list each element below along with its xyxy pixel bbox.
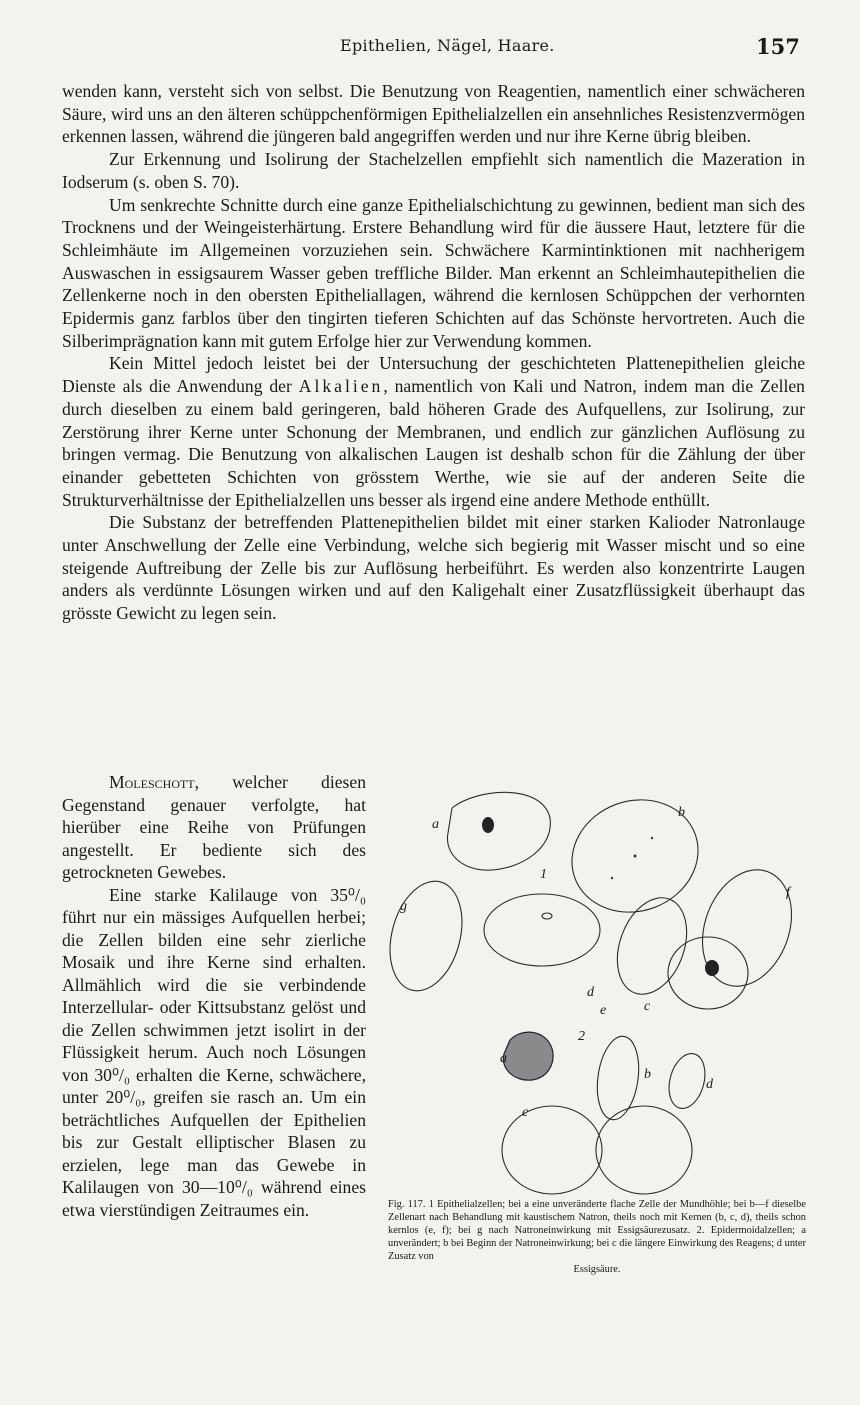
nucleus-a — [482, 817, 494, 833]
cell-a — [447, 792, 550, 870]
label-e1: e — [600, 1003, 607, 1018]
paragraph: Um senkrechte Schnitte durch eine ganze Epithelialschichtung zu gewinnen, bedient man sich des Trocknens und der Weingeisterhärtung. Erstere Behandlung wird für die äussere Haut, letztere für die Schleimhäute im Allgemeinen vorzuziehen sein. Schwächere Karmintinktionen mit nachherigem Auswaschen in essigsaurem Wasser geben treffliche Bilder. Man erkennt an Schleimhautepithelien die Zellenkerne noch in den obersten Epitheliallagen, während die kernlosen Schüppchen der verhornten Epidermis ganz farblos über den tingirten tieferen Schichten auf das Schönste hervortreten. Auch die Silberimprägnation kann mit gutem Erfolge hier zur Verwendung kommen. — [62, 194, 805, 351]
cell-g — [382, 873, 473, 999]
paragraph — [62, 352, 805, 511]
nucleus-c — [705, 960, 719, 976]
label-b2: b — [644, 1067, 651, 1082]
epidermal-cell-a — [503, 1032, 553, 1080]
epidermal-cell-c-1 — [502, 1106, 602, 1194]
epidermal-cell-d — [663, 1050, 710, 1113]
running-title: Epithelien, Nägel, Haare. — [340, 36, 555, 55]
page-number: 157 — [756, 34, 800, 59]
epidermal-cell-b — [592, 1034, 643, 1123]
label-c2: c — [522, 1105, 529, 1120]
cell-f — [687, 857, 807, 998]
paragraph: Die Substanz der betreffenden Plattenepithelien bildet mit einer starken Kalioder Natronlauge unter Anschwellung der Zelle eine Verbindung, welche sich begierig mit Wasser mischt und so eine steigende Auftreibung der Zelle bis zur Auflösung herbeiführt. Es werden also konzentrirte Laugen anders als verdünnte Lösungen wirken und auf den Kaligehalt einer Zusatzflüssigkeit überhaupt das grösste Gewicht zu legen sein. — [62, 512, 805, 624]
label-a2: a — [500, 1051, 507, 1066]
main-text — [62, 80, 805, 625]
label-g1: g — [400, 899, 407, 914]
label-b1: b — [678, 805, 685, 820]
label-a1: a — [432, 817, 439, 832]
running-header — [0, 36, 860, 60]
paragraph-text: , welcher diesen Gegenstand genauer verfolgte, hat hierüber eine Reihe von Prüfungen angestellt. Er bediente sich des getrockneten Gewebes. — [62, 772, 366, 882]
cell-e — [605, 888, 699, 1004]
paragraph: wenden kann, versteht sich von selbst. Die Benutzung von Reagentien, namentlich einer schwächeren Säure, wird uns an den älteren schüppchenförmigen Epithelialzellen ein ansehnliches Resistenzvermögen erkennen lassen, während die jüngeren bald angegriffen werden und nur ihre Kerne übrig bleiben. — [62, 81, 805, 147]
paragraph: Eine starke Kalilauge von 35⁰/₀ führt nur ein mässiges Aufquellen herbei; die Zellen bilden eine sehr zierliche Mosaik und ihre Kerne sind erhalten. Allmählich wird die sie verbindende Interzellular- oder Kittsubstanz gelöst und die Zellen schwimmen jetzt isolirt in der Flüssigkeit herum. Auch noch Lösungen von 30⁰/₀ erhalten die Kerne, schwächere, unter 20⁰/₀, greifen sie rasch an. Um ein beträchtliches Aufquellen der Epithelien bis zur Gestalt elliptischer Blasen zu erzielen, lege man das Gewebe in Kalilaugen von 30—10⁰/₀ während eines etwa vierstündigen Zeitraumes ein. — [62, 884, 366, 1220]
label-d2: d — [706, 1077, 713, 1092]
caption-text: Fig. 117. 1 Epithelialzellen; bei a eine unveränderte flache Zelle der Mundhöhle; bei b—f dieselbe Zellenart nach Behandlung mit kaustischem Natron, theils noch mit Kernen (b, c, d), theils schon kernlos (e, f); bei g nach Natroneinwirkung mit Essigsäurezusatz. 2. Epidermoidalzellen; a unverändert; b bei Beginn der Natroneinwirkung; bei c die längere Einwirkung des Reagens; d unter Zusatz von — [388, 1199, 806, 1263]
emphasis-alkalien: Alkalien — [298, 376, 384, 397]
figure-117 — [382, 778, 810, 1198]
epidermal-cell-c-2 — [596, 1106, 692, 1194]
narrow-column-text — [62, 771, 366, 1221]
label-d1: d — [587, 985, 594, 1000]
label-1: 1 — [540, 867, 547, 882]
label-2: 2 — [578, 1029, 585, 1044]
nucleus-d — [542, 913, 552, 919]
paragraph: Zur Erkennung und Isolirung der Stachelzellen empfiehlt sich namentlich die Mazeration in Iodserum (s. oben S. 70). — [62, 149, 805, 192]
paragraph-text: Kein Mittel jedoch leistet bei der Untersuchung der geschichteten Plattenepithelien gleiche Dienste als die Anwendung der — [62, 353, 805, 397]
label-c1: c — [644, 999, 651, 1014]
label-f1: f — [786, 885, 790, 900]
cell-illustration — [382, 778, 810, 1198]
author-name: Moleschott — [109, 772, 195, 792]
paragraph — [62, 771, 366, 884]
paragraph-text: , namentlich von Kali und Natron, indem man die Zellen durch dieselben zu einem bald geringeren, bald höheren Grade des Aufquellens, zur Isolirung, zur Zerstörung ihrer Kerne unter Schonung der Membranen, und endlich zur gänzlichen Auflösung zu bringen vermag. Die Benutzung von alkalischen Laugen ist deshalb schon für die Zählung der über einander gebetteten Schichten von grösstem Werthe, wie sie auf der anderen Seite die Strukturverhältnisse der Epithelialzellen uns besser als irgend eine andere Methode enthüllt. — [62, 376, 805, 510]
caption-last-line: Essigsäure. — [573, 1264, 621, 1276]
figure-caption — [388, 1198, 806, 1277]
cell-d — [484, 894, 600, 966]
